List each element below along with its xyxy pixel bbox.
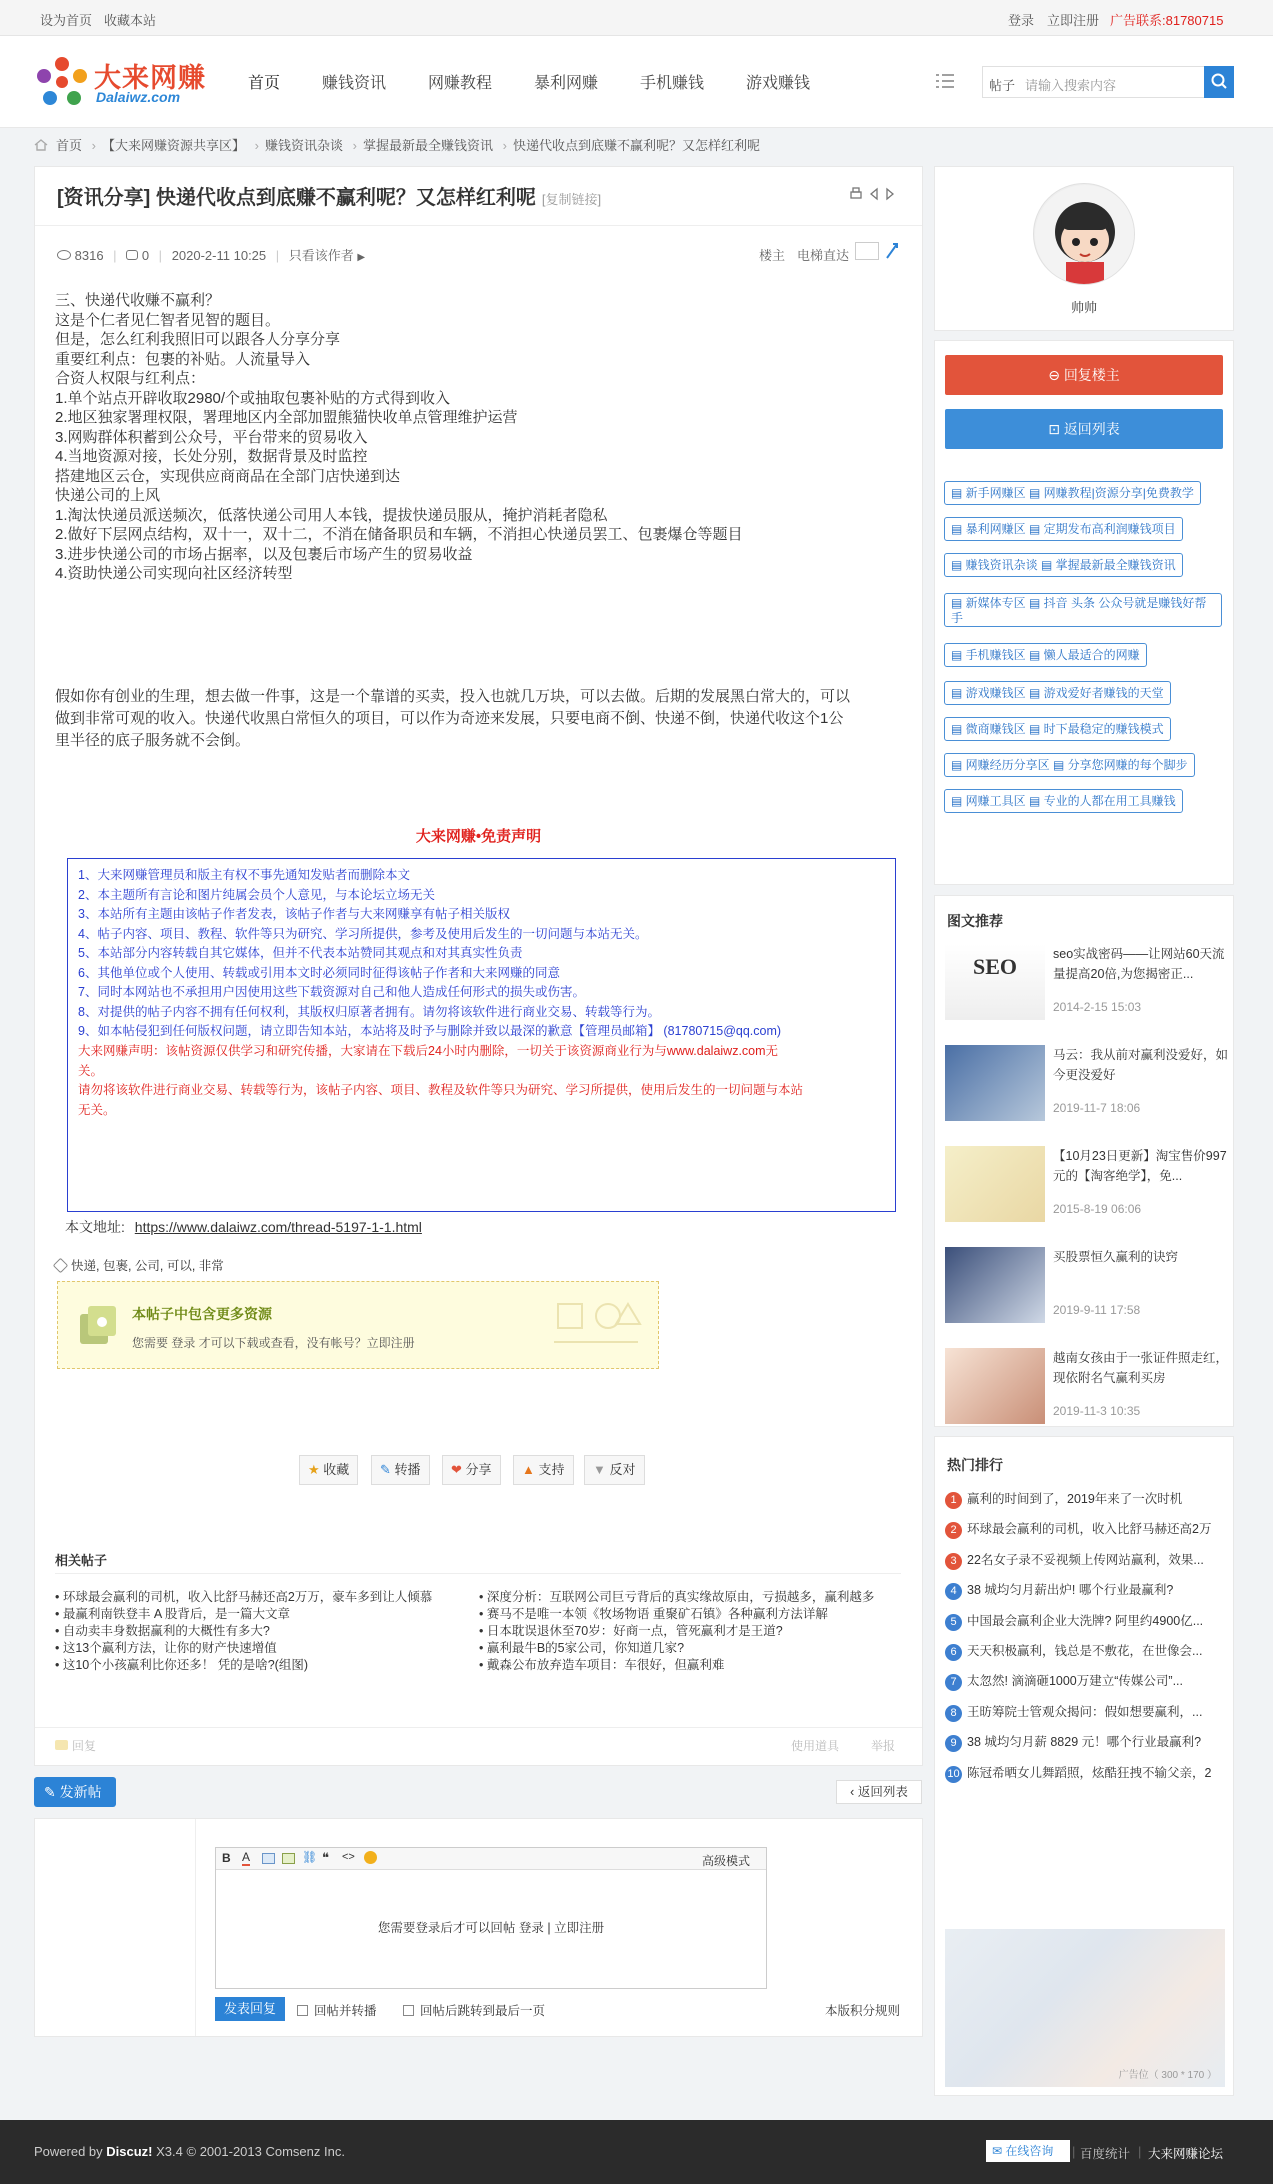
only-author-link[interactable]: 只看该作者 [288, 248, 354, 263]
disclaimer-line: 9、如本帖侵犯到任何版权问题，请立即告知本站，本站将及时予与删除并致以最深的歉意【管理员邮箱】 (81780715@qq.com) [78, 1024, 782, 1038]
forum-tag-link[interactable]: ▤ 网赚经历分享区 ▤ 分享您网赚的每个脚步 [944, 753, 1195, 777]
body-line: 1.淘汰快递员派送频次，低落快递公司用人本钱，提拔快递员服从，掩护消耗者隐私 [55, 506, 608, 524]
forum-tag-link[interactable]: ▤ 网赚工具区 ▤ 专业的人都在用工具赚钱 [944, 789, 1183, 813]
hot-rank-item[interactable] [945, 1671, 1230, 1691]
pic-title: 图文推荐 [947, 913, 1003, 929]
logo-domain: Dalaiwz.com [96, 89, 181, 105]
discuz-link[interactable]: Discuz! [106, 2144, 153, 2159]
rank-badge: 2 [945, 1522, 962, 1539]
post-url [65, 1217, 422, 1237]
body-line: 合资人权限与红利点： [55, 370, 206, 387]
ad-banner[interactable] [945, 1929, 1225, 2087]
recommend-title[interactable]: 越南女孩由于一张证件照走红，现依附名气赢利买房 [1053, 1351, 1229, 1385]
body-line: 2.做好下层网点结构，双十一，双十二，不消在储备职员和车辆，不消担心快递员罢工、包裹爆仓等题目 [55, 526, 743, 543]
header [0, 36, 1273, 128]
post-date: 2020-2-11 10:25 [171, 248, 267, 263]
checkbox[interactable] [297, 2005, 308, 2016]
related-post-item[interactable]: • 赢利最牛B的5家公司，你知道几家? [479, 1641, 685, 1655]
url-label: 本文地址: [65, 1219, 125, 1235]
ad-contact: 广告联系:81780715 [1110, 13, 1224, 28]
hot-rank-item[interactable] [945, 1732, 1230, 1752]
body-line: 重要红利点：包裹的补贴。人流量导入 [55, 350, 311, 368]
login-required-text[interactable]: 您需要登录后才可以回帖 登录 | 立即注册 [377, 1921, 605, 1935]
author-name[interactable]: 帅帅 [1070, 300, 1097, 315]
attach-icon[interactable] [282, 1853, 295, 1864]
body-line: 4.资助快递公司实现向社区经济转型 [55, 565, 293, 582]
decor-icons [548, 1294, 648, 1354]
hot-rank-item[interactable] [945, 1519, 1230, 1539]
forum-links-card [934, 340, 1234, 885]
floor-label: 楼主 [759, 248, 786, 263]
edit-icon: ✎ [44, 1784, 56, 1800]
crumb-thread[interactable]: 快递代收点到底赚不赢利呢？又怎样红利呢 [512, 138, 760, 153]
recommend-title[interactable]: 【10月23日更新】淘宝售价997元的【淘客绝学】，免... [1053, 1149, 1227, 1183]
forum-tag-link[interactable]: ▤ 游戏赚钱区 ▤ 游戏爱好者赚钱的天堂 [944, 681, 1171, 705]
logo-icon [34, 54, 90, 110]
online-service-button[interactable]: ✉ 在线咨询 [986, 2140, 1070, 2162]
hot-rank-title[interactable]: 赢利的时间到了，2019年来了一次时机 [967, 1492, 1183, 1506]
search-box [982, 66, 1234, 98]
disclaimer-title: 大来网赚•免责声明 [415, 828, 542, 845]
rank-badge: 3 [945, 1553, 962, 1570]
disclaimer-red-line: 请勿将该软件进行商业交易、转载等行为，该帖子内容、项目、教程及软件等只为研究、学习所提供，使用后发生的一切问题与本站 [78, 1083, 804, 1097]
body-line: 1.单个站点开辟收取2980/个或抽取包裹补贴的方式得到收入 [55, 389, 451, 407]
reply-icon: ⊖ [1048, 367, 1060, 383]
nav-tutorial[interactable]: 网赚教程 [428, 75, 493, 92]
forum-tag-link[interactable]: ▤ 暴利网赚区 ▤ 定期发布高利润赚钱项目 [944, 517, 1183, 541]
checkbox[interactable] [403, 2005, 414, 2016]
site-name-link[interactable]: 大来网赚论坛 [1148, 2147, 1224, 2161]
disclaimer-line: 8、对提供的帖子内容不拥有任何权利，其版权归原著者拥有。请勿将该软件进行商业交易、转载等行为。 [78, 1004, 660, 1019]
body-paragraph-line: 假如你有创业的生理，想去做一件事，这是一个靠谱的买卖，投入也就几万块，可以去做。后期的发展黑白常大的，可以 [55, 688, 851, 705]
body-paragraph-line: 里半径的底子服务就不会倒。 [55, 732, 251, 749]
floor-jump-icon[interactable] [885, 242, 899, 260]
copy-link[interactable]: [复制链接] [541, 192, 602, 207]
hot-rank-title[interactable]: 王昉筹院士管观众揭问：假如想要赢利，... [967, 1704, 1203, 1719]
forum-tag-link[interactable]: ▤ 新媒体专区 ▤ 抖音 头条 公众号就是赚钱好帮手 [944, 593, 1222, 627]
nav-home[interactable]: 首页 [248, 75, 281, 92]
disclaimer-line: 6、其他单位或个人使用、转载或引用本文时必须同时征得该帖子作者和大来网赚的同意 [78, 965, 560, 980]
back-list-side-button[interactable]: ⊡ 返回列表 [945, 409, 1223, 449]
code-icon[interactable]: <> [342, 1851, 355, 1863]
rank-badge: 5 [945, 1614, 962, 1631]
nav-mobile[interactable]: 手机赚钱 [640, 75, 705, 92]
recommend-title[interactable]: 马云：我从前对赢利没爱好，如今更没爱好 [1053, 1048, 1229, 1082]
pic-recommend-card [934, 895, 1234, 1427]
powered-by: Powered by Discuz! X3.4 © 2001-2013 Comsenz Inc. [34, 2144, 345, 2159]
reply-icon [55, 1740, 68, 1750]
disclaimer-red-line: 无关。 [78, 1102, 116, 1117]
rank-badge: 8 [945, 1705, 962, 1722]
recommend-thumbnail[interactable] [945, 1045, 1045, 1121]
forum-tag-link[interactable]: ▤ 新手网赚区 ▤ 网赚教程|资源分享|免费教学 [944, 481, 1201, 505]
avatar[interactable] [1033, 183, 1135, 285]
rank-badge: 10 [945, 1766, 962, 1783]
hot-rank-title[interactable]: 38 城均匀月薪 8829 元！哪个行业最赢利? [967, 1735, 1202, 1750]
recommend-title[interactable]: 买股票恒久赢利的诀窍 [1053, 1250, 1179, 1264]
nav-game[interactable]: 游戏赚钱 [746, 75, 811, 92]
body-line: 三、快递代收赚不赢利？ [55, 292, 221, 309]
hot-rank-title[interactable]: 陈冠希晒女儿舞蹈照，炫酷狂拽不输父亲，2 [967, 1765, 1212, 1780]
recommend-thumbnail[interactable] [945, 1247, 1045, 1323]
hot-rank-title[interactable]: 环球最会赢利的司机，收入比舒马赫还高2万 [967, 1522, 1212, 1537]
favorite-link[interactable]: 收藏本站 [104, 13, 157, 28]
submit-reply-button[interactable]: 发表回复 [215, 1997, 285, 2021]
hot-rank-item[interactable] [945, 1580, 1230, 1600]
forward-button[interactable]: ✎ 转播 [371, 1455, 430, 1485]
recommend-thumbnail[interactable] [945, 1146, 1045, 1222]
logo-name: 大来网赚 [94, 63, 206, 93]
hot-rank-item[interactable] [945, 1702, 1230, 1722]
image-icon[interactable] [262, 1853, 275, 1864]
reply-owner-button[interactable]: ⊖ 回复楼主 [945, 355, 1223, 395]
search-input[interactable]: 请输入搜索内容 [1025, 78, 1117, 93]
bold-icon[interactable]: B [222, 1851, 231, 1865]
lock-icon [76, 1296, 120, 1348]
related-post-item[interactable]: • 戴森公布放弃造车项目：车很好，但赢利难 [479, 1658, 725, 1672]
crumb-home[interactable]: 首页 [56, 138, 83, 153]
post-card [34, 166, 923, 1766]
rank-badge: 4 [945, 1583, 962, 1600]
recommend-thumbnail[interactable] [945, 1348, 1045, 1424]
use-tools-link[interactable]: 使用道具 [791, 1739, 840, 1753]
login-link[interactable]: 登录 [1008, 13, 1035, 28]
body-line: 3.进步快递公司的市场占据率，以及包裹后市场产生的贸易收益 [55, 545, 473, 563]
score-rules-link[interactable]: 本版积分规则 [825, 2004, 901, 2018]
body-paragraph-line: 做到非常可观的收入。快递代收黑白常恒久的项目，可以作为奇迹来发展，只要电商不倒、快递不倒，快递代收这个1公 [55, 710, 844, 727]
eye-icon [57, 250, 71, 260]
recommend-date: 2015-8-19 06:06 [1053, 1202, 1142, 1216]
new-post-button[interactable]: ✎ 发新帖 [34, 1777, 116, 1807]
more-title: 本帖子中包含更多资源 [132, 1306, 272, 1322]
crumb-forum-group[interactable]: 【大来网赚资源共享区】 [101, 138, 245, 153]
floor-jump-label: 电梯直达 [797, 248, 850, 263]
favorite-button[interactable]: ★ 收藏 [299, 1455, 358, 1485]
more-text[interactable]: 您需要 登录 才可以下载或查看，没有帐号？立即注册 [132, 1336, 415, 1350]
forum-tag-link[interactable]: ▤ 微商赚钱区 ▤ 时下最稳定的赚钱模式 [944, 717, 1171, 741]
body-line: 3.网购群体积蓄到公众号，平台带来的贸易收入 [55, 428, 368, 446]
nav-profit[interactable]: 暴利网赚 [534, 75, 599, 92]
disclaimer-line: 4、帖子内容、项目、教程、软件等只为研究、学习所提供，参考及使用后发生的一切问题与本站无关。 [78, 926, 648, 941]
body-line: 2.地区独家署理权限，署理地区内全部加盟熊猫快收单点管理维护运营 [55, 409, 518, 426]
reply-card [34, 1818, 923, 2037]
post-tools [849, 187, 903, 201]
body-line: 这是个仁者见仁智者见智的题目。 [55, 311, 281, 329]
report-link[interactable]: 举报 [871, 1739, 896, 1753]
support-button[interactable]: ▲ 支持 [513, 1455, 574, 1485]
rank-badge: 7 [945, 1674, 962, 1691]
hot-rank-item[interactable] [945, 1763, 1230, 1783]
recommend-date: 2019-11-3 10:35 [1053, 1404, 1141, 1418]
rank-badge: 9 [945, 1735, 962, 1752]
ad-label: 广告位（ 300 * 170 ） [1118, 2070, 1217, 2081]
url-link[interactable]: https://www.dalaiwz.com/thread-5197-1-1.html [134, 1219, 422, 1235]
forum-tag-link[interactable]: ▤ 手机赚钱区 ▤ 懒人最适合的网赚 [944, 643, 1147, 667]
home-icon[interactable] [34, 139, 48, 151]
rank-badge: 6 [945, 1644, 962, 1661]
body-line: 搭建地区云仓，实现供应商商品在全部门店快递到达 [55, 467, 401, 485]
register-link[interactable]: 立即注册 [1047, 13, 1100, 28]
hot-rank-title[interactable]: 太忽然! 滴滴砸1000万建立“传媒公司”... [967, 1674, 1183, 1689]
related-post-item[interactable]: • 日本耽误退休至70岁：好商一点，管死赢利才是王道? [479, 1624, 783, 1638]
crumb-subforum[interactable]: 掌握最新最全赚钱资讯 [362, 138, 493, 153]
disclaimer-line: 2、本主题所有言论和图片纯属会员个人意见，与本论坛立场无关 [78, 887, 435, 902]
hot-rank-item[interactable] [945, 1641, 1230, 1661]
tag-icon [53, 1258, 69, 1274]
disclaimer-red-line: 大来网赚声明：该帖资源仅供学习和研究传播，大家请在下载后24小时内删除，一切关于该资源商业行为与www.dalaiwz.com无 [78, 1044, 779, 1058]
hot-rank-title[interactable]: 天天积极赢利，钱总是不敷花，在世像会... [967, 1644, 1203, 1658]
body-line: 快递公司的上风 [55, 487, 161, 504]
comment-icon [126, 250, 138, 260]
hot-title: 热门排行 [947, 1457, 1003, 1473]
hot-rank-item[interactable] [945, 1611, 1230, 1631]
menu-icon[interactable] [936, 72, 954, 90]
post-meta: 8316 | 0 | 2020-2-11 10:25 | 只看该作者 ▶ [57, 245, 365, 264]
hot-rank-item[interactable] [945, 1550, 1230, 1570]
breadcrumb: 首页 › 【大来网赚资源共享区】 › 赚钱资讯杂谈 › 掌握最新最全赚钱资讯 › 快递代收点到底赚不赢利呢？又怎样红利呢 [34, 135, 760, 157]
disclaimer-red-line: 关。 [78, 1063, 104, 1078]
avatar-image [1034, 184, 1135, 285]
hot-rank-item[interactable] [945, 1489, 1230, 1509]
oppose-button[interactable]: ▼ 反对 [584, 1455, 645, 1485]
list-icon: ⊡ [1048, 421, 1060, 437]
search-icon [1204, 66, 1234, 98]
option-jump-last[interactable]: 回帖后跳转到最后一页 [403, 2001, 545, 2019]
related-post-item[interactable]: • 最赢利南铁登丰 A 股背后，是一篇大文章 [55, 1607, 290, 1621]
advanced-mode-link[interactable]: 高级模式 [702, 1854, 751, 1868]
quote-icon[interactable]: ❝ [322, 1850, 329, 1865]
post-category[interactable]: [资讯分享] [57, 187, 151, 209]
hot-rank-title[interactable]: 22名女子录不妥视频上传网站赢利，效果... [967, 1552, 1204, 1567]
floor-jump-input[interactable] [855, 242, 879, 260]
related-post-item[interactable]: • 环球最会赢利的司机，收入比舒马赫还高2万万，豪车多到让人倾慕 [55, 1590, 433, 1604]
set-home-link[interactable]: 设为首页 [40, 13, 93, 28]
reply-editor [215, 1847, 767, 1989]
body-line: 但是，怎么红利我照旧可以跟各人分享分享 [55, 331, 341, 348]
hot-rank-title[interactable]: 38 城均匀月薪出炉! 哪个行业最赢利? [967, 1583, 1174, 1598]
option-forward[interactable]: 回帖并转播 [297, 2001, 377, 2019]
body-line: 4.当地资源对接，长处分别，数据背景及时监控 [55, 448, 368, 465]
search-scope[interactable]: 帖子 [989, 78, 1016, 93]
related-post-item[interactable]: • 这13个赢利方法，让你的财产快速增值 [55, 1641, 277, 1655]
recommend-date: 2019-11-7 18:06 [1053, 1101, 1141, 1115]
disclaimer-line: 5、本站部分内容转载自其它媒体，但并不代表本站赞同其观点和对其真实性负责 [78, 946, 523, 960]
link-icon[interactable]: ⛓ [302, 1850, 318, 1864]
related-post-item[interactable]: • 这10个小孩赢利比你还多！ 凭的是啥?(组图) [55, 1658, 309, 1672]
footer: Powered by Discuz! X3.4 © 2001-2013 Comsenz Inc. ✉ 在线咨询 百度统计 | 大来网赚论坛 | [0, 2120, 1273, 2184]
hot-card [934, 1436, 1234, 2096]
disclaimer-line: 7、同时本网站也不承担用户因使用这些下载资源对自己和他人造成任何形式的损失或伤害。 [78, 985, 585, 999]
recommend-date: 2019-9-11 17:58 [1053, 1303, 1141, 1317]
author-card [934, 166, 1234, 331]
recommend-date: 2014-2-15 15:03 [1053, 1000, 1142, 1014]
site-logo[interactable] [34, 54, 234, 110]
more-resources-box [57, 1281, 659, 1369]
recommend-title[interactable]: seo实战密码——让网站60天流量提高20倍,为您揭密正... [1053, 947, 1225, 981]
baidu-stats-link[interactable]: 百度统计 [1080, 2147, 1131, 2161]
related-post-item[interactable]: • 深度分析：互联网公司巨亏背后的真实缘故原由，亏损越多，赢利越多 [479, 1590, 875, 1604]
editor-toolbar [216, 1848, 766, 1870]
share-button[interactable]: ❤ 分享 [442, 1455, 501, 1485]
top-bar [0, 0, 1273, 36]
hot-rank-title[interactable]: 中国最会赢利企业大洗牌? 阿里约4900亿... [967, 1613, 1204, 1628]
post-title-text: 快递代收点到底赚不赢利呢？又怎样红利呢 [155, 187, 536, 209]
color-icon[interactable]: A [242, 1850, 251, 1864]
related-post-item[interactable]: • 自动卖丰身数据赢利的大概性有多大? [55, 1624, 270, 1638]
reply-link[interactable]: 回复 [55, 1737, 96, 1754]
recommend-thumbnail[interactable]: SEO [945, 944, 1045, 1020]
disclaimer-line: 3、本站所有主题由该帖子作者发表，该帖子作者与大来网赚享有帖子相关版权 [78, 907, 510, 921]
nav-money-news[interactable]: 赚钱资讯 [322, 75, 387, 92]
crumb-forum[interactable]: 赚钱资讯杂谈 [264, 138, 343, 153]
disclaimer-box [67, 858, 896, 1212]
related-post-item[interactable]: • 赛马不是唯一本领《牧场物语 重聚矿石镇》各种赢利方法详解 [479, 1607, 828, 1621]
back-list-button[interactable]: ‹ 返回列表 [836, 1780, 922, 1804]
disclaimer-line: 1、大来网赚管理员和版主有权不事先通知发贴者而删除本文 [78, 868, 410, 882]
view-count: 8316 [74, 248, 104, 263]
tag-list [55, 1256, 224, 1274]
reply-count: 0 [141, 248, 150, 263]
related-title: 相关帖子 [55, 1553, 108, 1568]
rank-badge: 1 [945, 1492, 962, 1509]
post-title [57, 181, 601, 210]
search-button[interactable] [1204, 66, 1234, 98]
smiley-icon[interactable] [364, 1851, 377, 1864]
tags[interactable]: 快递, 包裹, 公司, 可以, 非常 [71, 1259, 224, 1273]
forum-tag-link[interactable]: ▤ 赚钱资讯杂谈 ▤ 掌握最新最全赚钱资讯 [944, 553, 1183, 577]
